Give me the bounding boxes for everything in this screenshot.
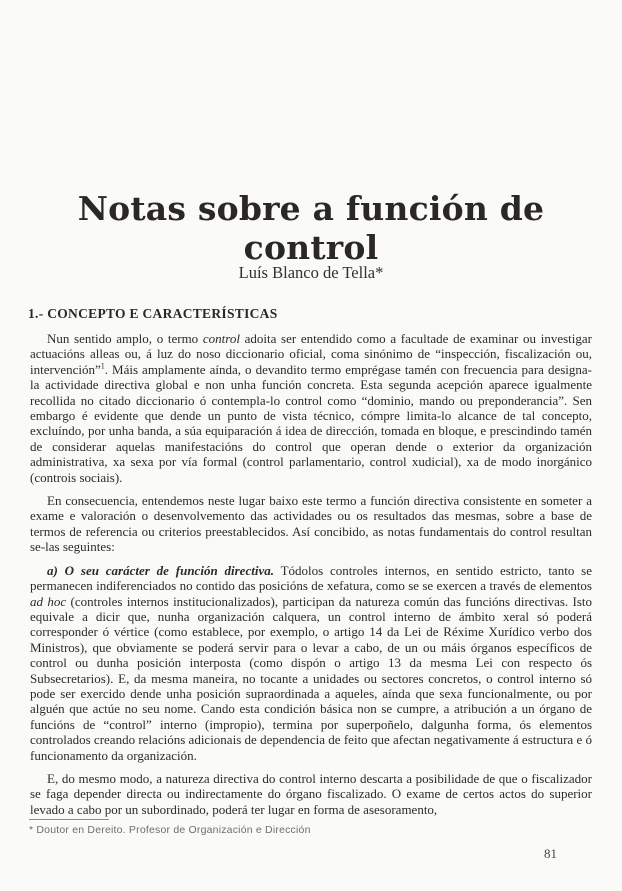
page-number: 81 — [544, 846, 557, 861]
footnote-reference-marker: 1 — [100, 361, 105, 371]
paragraph-2 — [30, 493, 592, 555]
article-body — [30, 331, 592, 825]
paragraph-4 — [30, 771, 592, 817]
text-segment: (controles internos institucionalizados), participan da natureza común das funcións directivas. Isto equivale a dicir que, nunha organización calquera, un control interno de ámbito xeral só poderá corresponder ó vértice (como establece, por exemplo, o artigo 14 da Lei de Réxime Xurídico verbo dos Ministros), que obviamente se poderá servir para o levar a cabo, de un ou máis órganos específicos de control ou dunha posición interposta (como dispón o artigo 13 da mesma Lei con respecto ós Subsecretarios). E, da mesma maneira, no tocante a unidades ou sectores concretos, o control interno só pode ser exercido dende unha posición supraordinada a aqueles, aínda que sexa funcionalmente, ou por alguén que actúe no seu nome. Cando esta condición básica non se cumpre, a atribución a un órgano de funcións de “control” interno (impropio), termina por superpoñelo, dalgunha forma, ós elementos controlados creando relacións adicionais de dependencia de feito que afectan negativamente á estructura e ó funcionamento da organización. — [30, 593, 593, 763]
italic-term: ad hoc — [30, 593, 67, 609]
text-segment: . Máis amplamente aínda, o devandito termo emprégase tamén con frecuencia para designa-la actividade directiva global e non unha función concreta. Esta segunda acepción aparece igualmente recollida no citado diccionario ó contempla-lo control como “dominio, mando ou preponderancia”. Sen embargo é evidente que dende un punto de vista técnico, cómpre limita-lo alcance de tal concepto, excluíndo, por unha banda, a súa equiparación á idea de dirección, tomada en bloque, e prescindindo tamén de considerar aquelas manifestacións do control que operan dende o exterior da organización administrativa, xa sexa por vía formal (control parlamentario, control xudicial), xa de modo inorgánico (controis sociais). — [30, 361, 592, 485]
footnote-text: * Doutor en Dereito. Profesor de Organización e Dirección — [29, 824, 311, 836]
article-title: Notas sobre a función de control — [77, 189, 545, 267]
text-segment: En consecuencia, entendemos neste lugar baixo este termo a función directiva consistente en someter a exame e valoración o desenvolvemento das actividades ou os resultados das mesmas, sobre a base de termos de referencia ou criterios preestablecidos. Así concibido, as notas fundamentais do control resultan se-las seguintes: — [30, 493, 592, 555]
text-segment: Tódolos controles internos, en sentido estricto, tanto se permanecen indiferenciados no contido das posicións de xefatura, como se se exercen a través de elementos — [30, 562, 592, 594]
footnote-divider — [29, 819, 109, 820]
italic-term: control — [202, 331, 240, 346]
paragraph-1 — [30, 331, 592, 485]
paragraph-lead-in: a) O seu carácter de función directiva. — [47, 562, 274, 578]
paragraph-3 — [30, 563, 592, 763]
text-segment: E, do mesmo modo, a natureza directiva do control interno descarta a posibilidade de que o fiscalizador se faga depender directa ou indirectamente do órgano fiscalizado. O exame de certos actos do superior levado a cabo por un subordinado, poderá ter lugar en forma de asesoramento, — [30, 770, 592, 817]
author-byline: Luís Blanco de Tella* — [238, 263, 384, 282]
section-heading: 1.- CONCEPTO E CARACTERÍSTICAS — [28, 306, 278, 321]
text-segment: adoita ser entendido como a facultade de examinar ou investigar actuacións alleas ou, á luz do noso diccionario oficial, coma sinónimo de “inspección, fiscalización ou, intervención” — [30, 331, 592, 377]
text-segment: Nun sentido amplo, o termo — [47, 331, 203, 346]
